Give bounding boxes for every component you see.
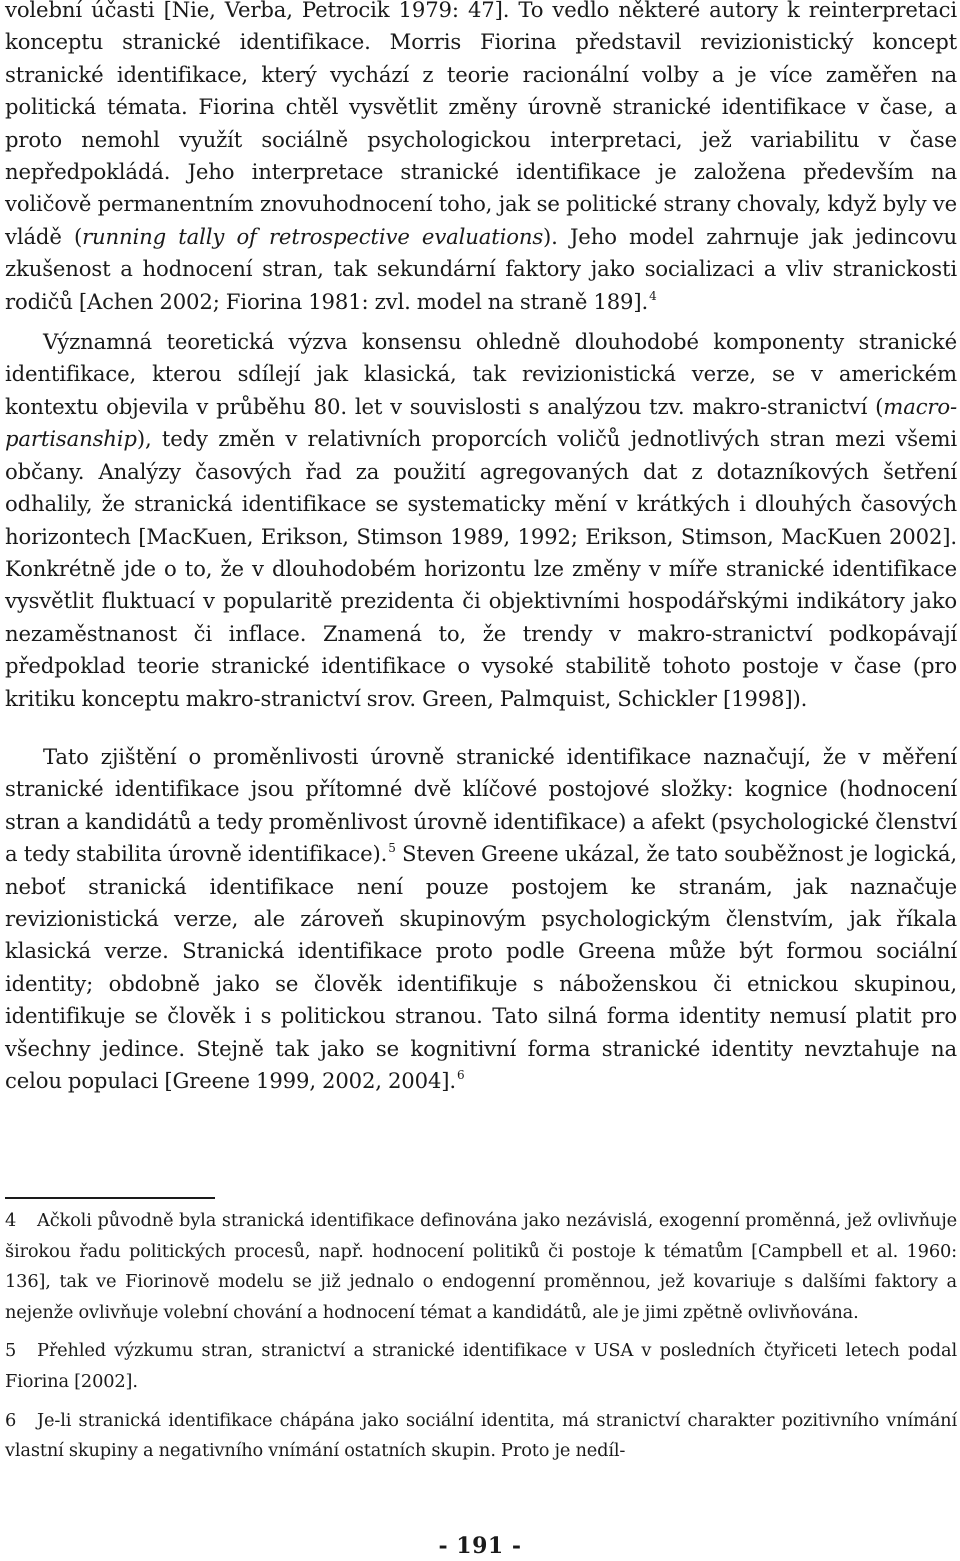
paragraph-2 bbox=[5, 326, 957, 715]
footnote-ref-6[interactable]: 6 bbox=[457, 1068, 465, 1082]
footnote-number: 4 bbox=[5, 1210, 17, 1231]
footnote-text: Ačkoli původně byla stranická identifikace definována jako nezávislá, exogenní proměnná, jež ovlivňuje širokou řadu politických procesů, např. hodnocení politiků či postoje k tématům [Campbell et al. 1960: 136], tak ve Fiorinově modelu se již jednalo o endogenní proměnnou, jež kovariuje s dalšími faktory a nejenže ovlivňuje volební chování a hodnocení témat a kandidátů, ale je jimi zpětně ovlivňována. bbox=[5, 1210, 957, 1323]
paragraph-3 bbox=[5, 741, 957, 1097]
paragraph-3-text-b: Steven Greene ukázal, že tato souběžnost je logická, neboť stranická identifikace není pouze postojem ke stranám, jak naznačuje revizionistická verze, ale zároveň skupinovým psychologickým členstvím, jak říkala klasická verze. Stranická identifikace proto podle Greena může být formou sociální identity; obdobně jako se člověk identifikuje s náboženskou či etnickou skupinou, identifikuje se člověk i s politickou stranou. Tato silná forma identity nemusí platit pro všechny jedince. Stejně tak jako se kognitivní forma stranické identity nevztahuje na celou populaci [Greene 1999, 2002, 2004]. bbox=[5, 841, 957, 1093]
paragraph-2-text-a: Významná teoretická výzva konsensu ohledně dlouhodobé komponenty stranické identifikace, kterou sdílejí jak klasická, tak revizionistická verze, se v americkém kontextu objevila v průběhu 80. let v souvislosti s analýzou tzv. makro-stranictví ( bbox=[5, 329, 957, 419]
footnote-text: Je-li stranická identifikace chápána jako sociální identita, má stranictví charakter pozitivního vnímání vlastní skupiny a negativního vnímání ostatních skupin. Proto je nedíl- bbox=[5, 1409, 957, 1462]
footnote-text: Přehled výzkumu stran, stranictví a stranické identifikace v USA v posledních čtyřiceti letech podal Fiorina [2002]. bbox=[5, 1340, 957, 1392]
page-body bbox=[5, 0, 957, 1097]
paragraph-3-text-a: Tato zjištění o proměnlivosti úrovně stranické identifikace naznačují, že v měření stranické identifikace jsou přítomné dvě klíčové postojové složky: kognice (hodnocení stran a kandidátů a tedy proměnlivost úrovně identifikace) a afekt (psychologické členství a tedy stabilita úrovně identifikace). bbox=[5, 743, 957, 867]
footnote-number: 6 bbox=[5, 1409, 17, 1431]
paragraph-2-text-b: ), tedy změn v relativních proporcích voličů jednotlivých stran mezi všemi občany. Analýzy časových řad za použití agregovaných dat z dotazníkových šetření odhalily, že stranická identifikace se systematicky mění v krátkých i dlouhých časových horizontech [MacKuen, Erikson, Stimson 1989, 1992; Erikson, Stimson, MacKuen 2002]. Konkrétně jde o to, že v dlouhodobém horizontu lze změny v míře stranické identifikace vysvětlit fluktuací v popularitě prezidenta či objektivními hospodářskými indikátory jako nezaměstnanost či inflace. Znamená to, že trendy v makro-stranictví podkopávají předpoklad teorie stranické identifikace o vysoké stabilitě tohoto postoje v čase (pro kritiku konceptu makro-stranictví srov. Green, Palmquist, Schickler [1998]). bbox=[5, 426, 957, 711]
paragraph-1-italic-term: running tally of retrospective evaluations bbox=[82, 223, 544, 249]
paragraph-1-text-b: ). Jeho model zahrnuje jak jedincovu zkušenost a hodnocení stran, tak sekundární faktory jako socializaci a vliv stranickosti rodičů [Achen 2002; Fiorina 1981: zvl. model na straně 189]. bbox=[5, 223, 957, 314]
footnotes bbox=[5, 1206, 957, 1467]
page-number: - 191 - bbox=[438, 1533, 522, 1559]
footnote-5 bbox=[5, 1336, 957, 1397]
footnote-separator bbox=[5, 1197, 215, 1199]
paragraph-1-text-a: volební účasti [Nie, Verba, Petrocik 1979: 47]. To vedlo některé autory k reinterpretaci konceptu stranické identifikace. Morris Fiorina představil revizionistický koncept stranické identifikace, který vychází z teorie racionální volby a je více zaměřen na politická témata. Fiorina chtěl vysvětlit změny úrovně stranické identifikace v čase, a proto nemohl využít sociálně psychologickou interpretaci, jež variabilitu v čase nepředpokládá. Jeho interpretace stranické identifikace je založena především na voličově permanentním znovuhodnocení toho, jak se politické strany chovaly, když byly ve vládě ( bbox=[5, 0, 957, 249]
footnote-6 bbox=[5, 1406, 957, 1467]
footnote-4 bbox=[5, 1206, 957, 1328]
footnote-number: 5 bbox=[5, 1340, 17, 1362]
paragraph-2-italic-term: macro-partisanship bbox=[5, 393, 957, 452]
paragraph-1 bbox=[5, 0, 957, 318]
footnote-ref-5[interactable]: 5 bbox=[388, 841, 396, 856]
main-text bbox=[5, 0, 957, 1097]
footnote-ref-4[interactable]: 4 bbox=[649, 288, 657, 303]
